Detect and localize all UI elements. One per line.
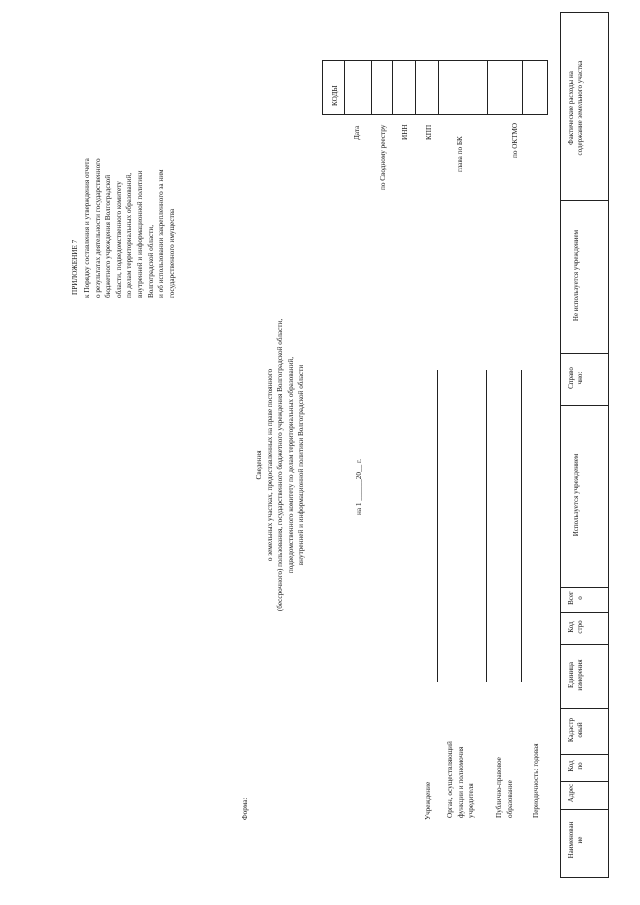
code-label-registry: по Сводному реестру	[379, 124, 387, 190]
field-organ-label: Орган, осуществляющий функции и полномочия учредителя	[446, 741, 476, 818]
codes-box	[322, 60, 548, 115]
column-header-code-by: Код по	[567, 760, 584, 772]
column-header-name: Наименован ие	[567, 821, 584, 859]
column-header-reference: Справо чно:	[567, 367, 584, 389]
column-header-used: Используется учреждением	[572, 453, 580, 537]
column-header-actual-costs: Фактические расходы на содержание земельного участка	[567, 60, 584, 156]
appendix-title: ПРИЛОЖЕНИЕ 7	[71, 239, 79, 295]
heading-line: о земельных участках, предоставленных на праве постоянного	[265, 368, 274, 562]
field-line-institution	[437, 370, 438, 682]
code-label-inn: ИНН	[401, 124, 409, 140]
appendix-line: бюджетного учреждения Волгоградской	[104, 174, 113, 298]
column-header-row-code: Код стро	[567, 620, 584, 634]
column-header-address: Адрес	[567, 783, 575, 803]
appendix-text	[82, 158, 177, 298]
appendix-line: о результатах деятельности государственного	[93, 158, 102, 298]
field-line-municipality	[521, 370, 522, 682]
heading-line: подведомственного комитету по делам территориальных образований,	[286, 356, 295, 574]
appendix-line: внутренней и информационной политики	[135, 170, 144, 298]
codes-header: КОДЫ	[331, 85, 339, 106]
column-header-total: Всег о	[567, 591, 584, 605]
appendix-line: государственного имущества	[167, 208, 176, 298]
heading-line: внутренней и информационной политики Волгоградской области	[297, 364, 306, 566]
date-line: на 1 ______20__ г.	[355, 459, 363, 515]
column-header-not-used: Не используется учреждением	[572, 229, 580, 322]
field-line-organ	[486, 370, 487, 682]
column-header-cadastral: Кадастр овый	[567, 717, 584, 743]
field-institution-label: Учреждение	[424, 781, 432, 820]
appendix-line: и об использовании закрепленного за ним	[157, 169, 166, 298]
heading-title: Сведения	[255, 450, 263, 480]
column-header-unit: Единица измерения	[567, 659, 584, 691]
heading-line: (бессрочного) пользования, государственного бюджетного учреждения Волгоградской области,	[276, 318, 285, 612]
appendix-line: Волгоградской области,	[146, 224, 155, 298]
field-municipality-label: Публично-правовое образование	[495, 757, 514, 818]
code-label-kpp: КПП	[425, 124, 433, 140]
appendix-line: по делам территориальных образований,	[125, 172, 134, 298]
field-periodicity-label: Периодичность: годовая	[532, 743, 540, 818]
code-label-date: Дата	[353, 125, 361, 140]
document-heading	[254, 295, 307, 635]
appendix-line: к Порядку составления и утверждения отчета	[83, 158, 91, 298]
code-label-bk: глава по БК	[456, 136, 464, 172]
form-label: Форма:	[241, 797, 249, 820]
appendix-line: области, подведомственного комитету	[114, 181, 123, 298]
code-label-oktmo: по ОКТМО	[511, 122, 519, 158]
